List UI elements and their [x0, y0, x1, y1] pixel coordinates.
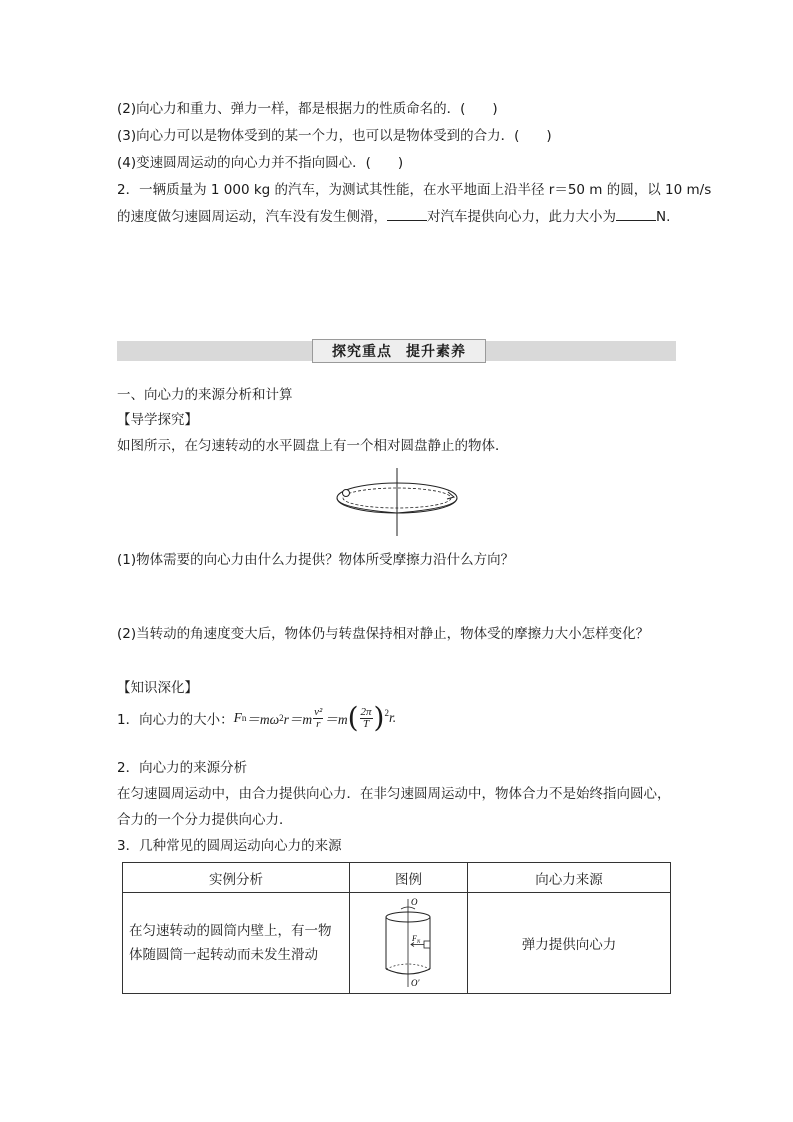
fraction-pi-denominator: T	[362, 717, 370, 730]
knowledge-item-3-title: 3．几种常见的圆周运动向心力的来源	[117, 838, 342, 854]
fraction-v-numerator: v²	[314, 705, 323, 718]
formula-tail: r.	[388, 710, 397, 725]
force-sub-n: N	[416, 940, 421, 945]
object-on-wall	[424, 941, 430, 948]
knowledge-item-1	[117, 701, 397, 734]
table-cell-example	[123, 893, 350, 994]
problem-2-text-b: 对汽车提供向心力，此力大小为	[427, 209, 616, 225]
object-on-disk	[343, 490, 350, 497]
force-f: F	[412, 934, 417, 943]
knowledge-label: 【知识深化】	[117, 680, 198, 696]
question-2: (2)向心力和重力、弹力一样，都是根据力的性质命名的．( )	[117, 101, 498, 117]
fraction-v-denominator: r	[316, 717, 321, 730]
table-header-source: 向心力来源	[468, 863, 671, 893]
table-cell-source: 弹力提供向心力	[468, 893, 671, 994]
problem-2-text-a: 的速度做匀速圆周运动，汽车没有发生侧滑，	[117, 209, 387, 225]
intro-text: 如图所示，在匀速转动的水平圆盘上有一个相对圆盘静止的物体．	[117, 438, 509, 454]
formula-sub-n: n	[241, 713, 247, 723]
fraction-pi-numerator: 2π	[360, 705, 372, 718]
question-4: (4)变速圆周运动的向心力并不指向圆心．( )	[117, 155, 404, 171]
rotating-cylinder-figure	[351, 895, 465, 991]
formula-f: F	[233, 710, 242, 725]
problem-2-line-1: 2．一辆质量为 1 000 kg 的汽车，为测试其性能，在水平地面上沿半径 r＝50 m 的圆，以 10 m/s	[117, 182, 712, 198]
knowledge-item-2-body-1: 在匀速圆周运动中，由合力提供向心力．在非匀速圆周运动中，物体合力不是始终指向圆心，	[117, 786, 671, 802]
section-title: 一、向心力的来源分析和计算	[117, 387, 293, 403]
left-paren-glyph: (	[347, 701, 359, 734]
problem-2-text-c: N.	[656, 209, 671, 225]
answer-blank-2	[616, 208, 656, 221]
table-cell-figure	[350, 893, 468, 994]
formula-fraction-v	[313, 707, 323, 730]
right-paren-glyph: )	[373, 701, 385, 734]
item-1-prefix: 1．向心力的大小：	[117, 712, 234, 728]
formula-fraction-pi	[360, 707, 373, 730]
guide-question-2: (2)当转动的角速度变大后，物体仍与转盘保持相对静止，物体受的摩擦力大小怎样变化？	[117, 626, 650, 642]
table-header-figure: 图例	[350, 863, 468, 893]
centripetal-source-table	[122, 862, 671, 994]
banner-left-text: 探究重点	[332, 344, 392, 360]
formula-sup-2: 2	[279, 713, 284, 723]
table-header-example: 实例分析	[123, 863, 350, 893]
table-row	[123, 893, 671, 994]
formula-r: r＝m	[283, 712, 313, 727]
table-header-row	[123, 863, 671, 893]
guide-question-1: (1)物体需要的向心力由什么力提供？物体所受摩擦力沿什么方向？	[117, 552, 515, 568]
rotation-arrow-icon	[447, 492, 454, 499]
example-line-2: 体随圆筒一起转动而未发生滑动	[129, 947, 318, 963]
section-banner	[312, 339, 486, 363]
problem-2-line-2	[117, 205, 670, 225]
formula-eq2: ＝m	[324, 712, 348, 727]
knowledge-item-2-title: 2．向心力的来源分析	[117, 760, 248, 776]
axis-label-o-prime: O′	[411, 978, 420, 988]
banner-right-text: 提升素养	[406, 344, 466, 360]
axis-label-o: O	[411, 897, 418, 907]
guide-label: 【导学探究】	[117, 412, 198, 428]
formula-paren-sup: 2	[384, 708, 389, 718]
answer-blank-1	[387, 208, 427, 221]
formula-eq1: ＝mω	[246, 712, 280, 727]
rotating-disk-figure	[330, 464, 470, 540]
example-line-1: 在匀速转动的圆筒内壁上，有一物	[129, 923, 332, 939]
knowledge-item-2-body-2: 合力的一个分力提供向心力．	[117, 812, 293, 828]
question-3: (3)向心力可以是物体受到的某一个力，也可以是物体受到的合力．( )	[117, 128, 552, 144]
